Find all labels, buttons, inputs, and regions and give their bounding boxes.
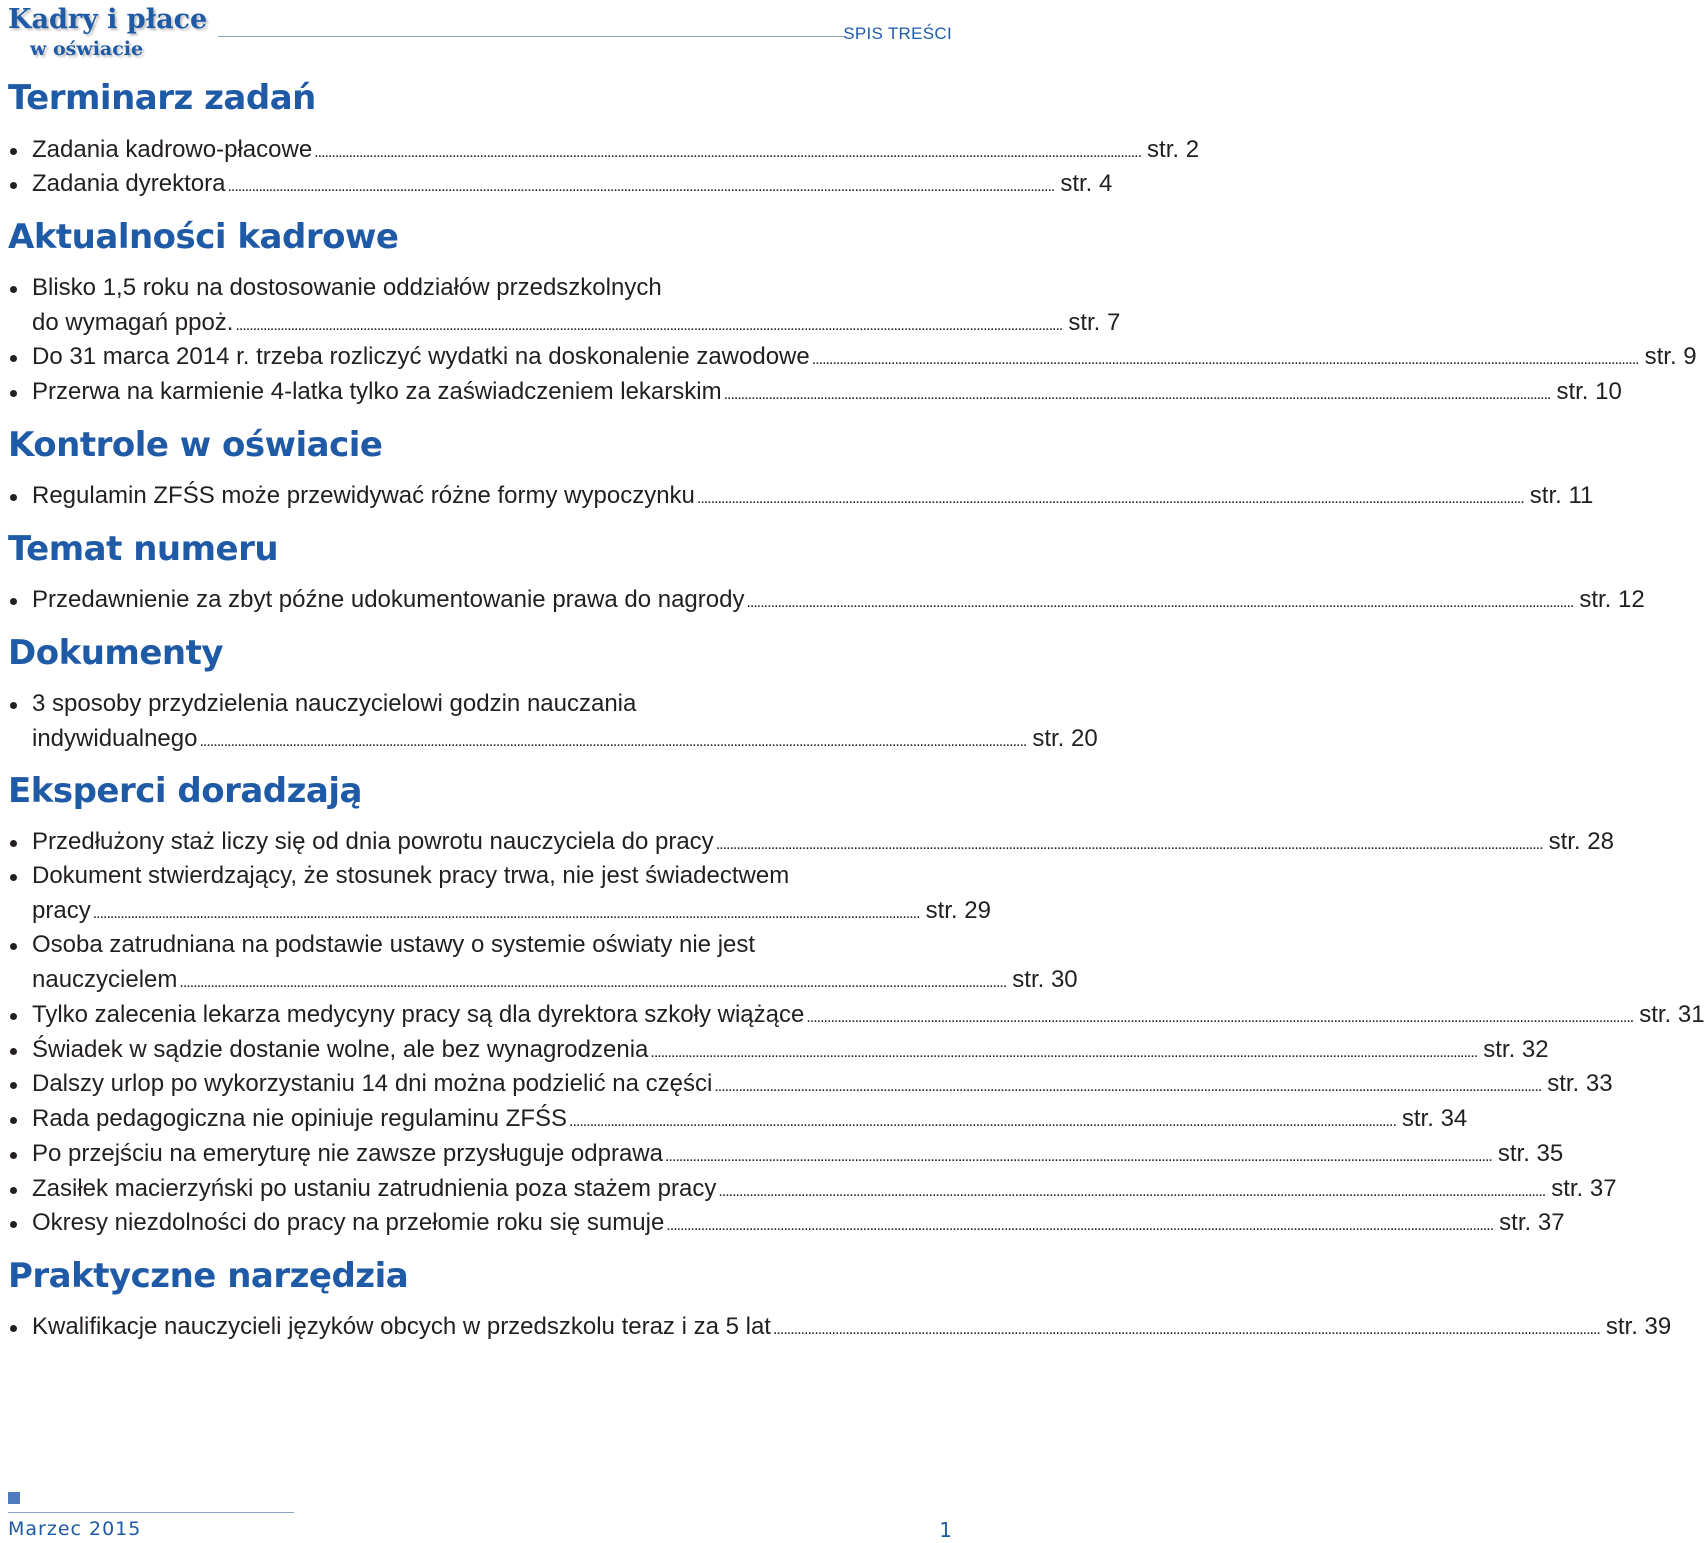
magazine-logo (8, 4, 218, 60)
bullet-icon (10, 840, 17, 847)
dot-leader: ................................................................................................................................................................................................................................................ (746, 594, 1574, 611)
bullet-icon (10, 702, 17, 709)
dot-leader: ................................................................................................................................................................................................................................................ (806, 1009, 1634, 1026)
entry-title: Okresy niezdolności do pracy na przełomie roku się sumuje (32, 1209, 665, 1236)
entry-title: pracy (32, 896, 91, 924)
entry-title: Przedłużony staż liczy się od dnia powrotu nauczyciela do pracy (32, 828, 714, 855)
page-reference: str. 28 (1548, 828, 1614, 855)
bullet-icon (10, 148, 17, 155)
entry-title: 3 sposoby przydzielenia nauczycielowi godzin nauczania (32, 690, 637, 717)
dot-leader: ................................................................................................................................................................................................................................................ (696, 490, 1524, 507)
bullet-icon (10, 390, 17, 397)
page-reference: str. 7 (1068, 308, 1121, 336)
entry-title: Rada pedagogiczna nie opiniuje regulaminu ZFŚS (32, 1105, 568, 1132)
page-number: 1 (939, 1518, 952, 1542)
page-reference: str. 4 (1060, 170, 1113, 197)
bullet-icon (10, 1187, 17, 1194)
dot-leader: ................................................................................................................................................................................................................................................ (718, 1183, 1546, 1200)
dot-leader: ................................................................................................................................................................................................................................................ (314, 144, 1142, 161)
entry-title: Tylko zalecenia lekarza medycyny pracy są dla dyrektora szkoły wiążące (32, 1001, 805, 1028)
page-reference: str. 33 (1547, 1070, 1613, 1097)
bullet-icon (10, 874, 17, 881)
footer-square-icon (8, 1492, 20, 1504)
dot-leader: ................................................................................................................................................................................................................................................ (811, 351, 1639, 368)
page-reference: str. 11 (1529, 482, 1594, 509)
entry-title: Świadek w sądzie dostanie wolne, ale bez wynagrodzenia (32, 1036, 649, 1063)
entry-title: Dalszy urlop po wykorzystaniu 14 dni można podzielić na części (32, 1070, 713, 1097)
entry-title: Zadania dyrektora (32, 170, 226, 197)
bullet-icon (10, 1221, 17, 1228)
page-reference: str. 35 (1497, 1140, 1564, 1167)
entry-title: Przerwa na karmienie 4-latka tylko za zaświadczeniem lekarskim (32, 378, 722, 405)
bullet-icon (10, 1013, 17, 1020)
entry-title: Blisko 1,5 roku na dostosowanie oddziałów przedszkolnych (32, 274, 662, 301)
bullet-icon (10, 1152, 17, 1159)
dot-leader: ................................................................................................................................................................................................................................................ (650, 1044, 1478, 1061)
section-title: Eksperci doradzają (8, 771, 362, 811)
bullet-icon (10, 355, 17, 362)
page-reference: str. 10 (1556, 378, 1622, 405)
bullet-icon (10, 1048, 17, 1055)
dot-leader: ................................................................................................................................................................................................................................................ (772, 1321, 1600, 1338)
entry-title: nauczycielem (32, 965, 178, 993)
entry-title: Zasiłek macierzyński po ustaniu zatrudnienia poza stażem pracy (32, 1175, 717, 1202)
entry-title: Zadania kadrowo-płacowe (32, 136, 313, 163)
page-reference: str. 12 (1579, 586, 1645, 613)
bullet-icon (10, 1325, 17, 1332)
section-title: Praktyczne narzędzia (8, 1256, 409, 1296)
logo-subtitle: w oświacie (30, 38, 144, 60)
entry-title: Osoba zatrudniana na podstawie ustawy o systemie oświaty nie jest (32, 931, 756, 958)
bullet-icon (10, 943, 17, 950)
bullet-icon (10, 1082, 17, 1089)
dot-leader: ................................................................................................................................................................................................................................................ (227, 178, 1055, 195)
section-title: Temat numeru (8, 529, 279, 569)
entry-title: do wymagań ppoż. (32, 308, 234, 336)
dot-leader: ................................................................................................................................................................................................................................................ (235, 316, 1063, 334)
page-reference: str. 30 (1012, 965, 1078, 993)
dot-leader: ................................................................................................................................................................................................................................................ (199, 732, 1027, 750)
header-divider (218, 36, 844, 37)
bullet-icon (10, 182, 17, 189)
dot-leader: ................................................................................................................................................................................................................................................ (179, 973, 1007, 991)
page-reference: str. 32 (1483, 1036, 1549, 1063)
entry-title: Do 31 marca 2014 r. trzeba rozliczyć wydatki na doskonalenie zawodowe (32, 343, 810, 370)
section-title: Aktualności kadrowe (8, 217, 399, 257)
bullet-icon (10, 494, 17, 501)
page-reference: str. 29 (925, 896, 991, 924)
page-reference: str. 37 (1499, 1209, 1565, 1236)
page-reference: str. 39 (1605, 1313, 1672, 1340)
section-title: Kontrole w oświacie (8, 425, 383, 465)
dot-leader: ................................................................................................................................................................................................................................................ (92, 904, 920, 922)
logo-title: Kadry i płace (8, 4, 208, 35)
entry-title: Przedawnienie za zbyt późne udokumentowanie prawa do nagrody (32, 586, 745, 613)
entry-title: Po przejściu na emeryturę nie zawsze przysługuje odprawa (32, 1140, 663, 1167)
section-label: SPIS TREŚCI (843, 24, 952, 43)
issue-date: Marzec 2015 (8, 1518, 142, 1540)
entry-title: Dokument stwierdzający, że stosunek pracy trwa, nie jest świadectwem (32, 862, 790, 889)
page-reference: str. 37 (1551, 1175, 1617, 1202)
bullet-icon (10, 598, 17, 605)
dot-leader: ................................................................................................................................................................................................................................................ (664, 1148, 1492, 1165)
entry-title: indywidualnego (32, 724, 198, 752)
dot-leader: ................................................................................................................................................................................................................................................ (723, 386, 1551, 403)
section-title: Terminarz zadań (8, 78, 316, 118)
entry-title: Kwalifikacje nauczycieli języków obcych w przedszkolu teraz i za 5 lat (32, 1313, 771, 1340)
dot-leader: ................................................................................................................................................................................................................................................ (666, 1217, 1494, 1234)
page-reference: str. 34 (1401, 1105, 1468, 1132)
page-reference: str. 2 (1147, 136, 1200, 163)
page-reference: str. 20 (1032, 724, 1098, 752)
bullet-icon (10, 286, 17, 293)
dot-leader: ................................................................................................................................................................................................................................................ (715, 836, 1543, 853)
section-title: Dokumenty (8, 633, 224, 673)
page-reference: str. 9 (1644, 343, 1697, 370)
dot-leader: ................................................................................................................................................................................................................................................ (569, 1113, 1396, 1130)
footer-divider (8, 1512, 294, 1513)
entry-title: Regulamin ZFŚS może przewidywać różne formy wypoczynku (32, 482, 695, 509)
page-reference: str. 31 (1639, 1001, 1705, 1028)
dot-leader: ................................................................................................................................................................................................................................................ (714, 1078, 1542, 1095)
bullet-icon (10, 1117, 17, 1124)
